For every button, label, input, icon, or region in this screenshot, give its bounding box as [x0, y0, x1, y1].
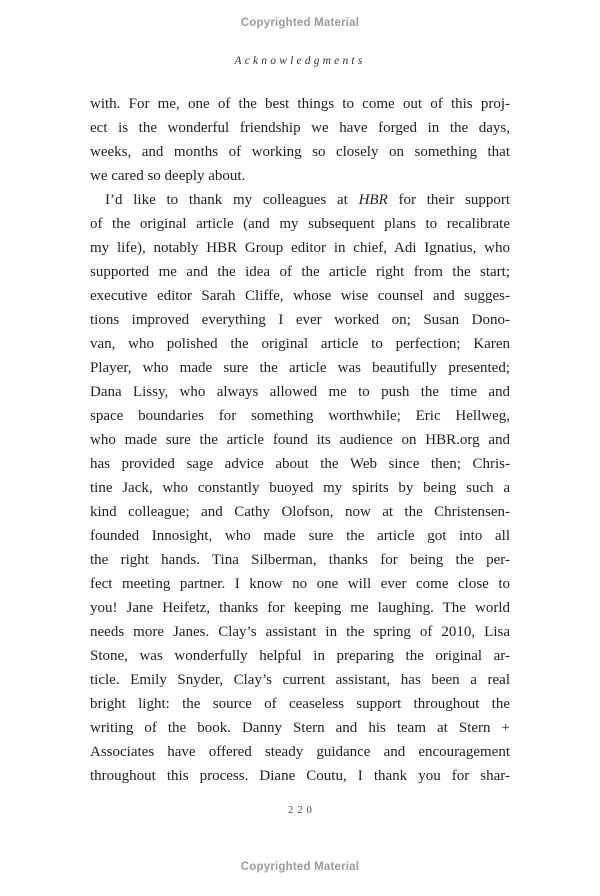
body-line [90, 92, 510, 116]
body-line-segment: fect meeting partner. I know no one will ever come close to [90, 576, 510, 592]
body-line-segment: the right hands. Tina Silberman, thanks for being the per- [90, 552, 510, 568]
body-line [90, 620, 510, 644]
body-line-segment: has provided sage advice about the Web since then; Chris- [90, 456, 510, 472]
body-line [90, 500, 510, 524]
body-line-segment: Player, who made sure the article was beautifully presented; [90, 360, 510, 376]
body-line-segment: my life), notably HBR Group editor in chief, Adi Ignatius, who [90, 240, 510, 256]
body-line-segment: writing of the book. Danny Stern and his team at Stern + [90, 720, 510, 736]
copyright-notice-top: Copyrighted Material [240, 17, 360, 29]
body-line-segment: weeks, and months of working so closely on something that [90, 144, 510, 160]
body-line-segment: we cared so deeply about. [90, 168, 246, 184]
chapter-header: Acknowledgments [234, 55, 366, 67]
body-line-segment: tine Jack, who constantly buoyed my spirits by being such a [90, 480, 510, 496]
body-line-segment: Dana Lissy, who always allowed me to push the time and [90, 384, 510, 400]
body-line-segment: van, who polished the original article to perfection; Karen [90, 336, 510, 352]
body-line-segment: needs more Janes. Clay’s assistant in the spring of 2010, Lisa [90, 624, 510, 640]
body-line-segment: of the original article (and my subsequent plans to recalibrate [90, 216, 510, 232]
body-line [90, 332, 510, 356]
body-line [90, 548, 510, 572]
body-line [90, 764, 510, 788]
body-line-segment: tions improved everything I ever worked on; Susan Dono- [90, 312, 510, 328]
body-line-italic-segment: HBR [358, 192, 388, 208]
body-line [90, 356, 510, 380]
body-line [90, 716, 510, 740]
body-line [90, 140, 510, 164]
body-line [90, 212, 510, 236]
body-line-segment: space boundaries for something worthwhile; Eric Hellweg, [90, 408, 510, 424]
body-line-segment: Associates have offered steady guidance and encouragement [90, 744, 510, 760]
body-line [90, 452, 510, 476]
body-line-segment: ect is the wonderful friendship we have forged in the days, [90, 120, 510, 136]
body-text [90, 92, 510, 788]
body-line-segment: ticle. Emily Snyder, Clay’s current assistant, has been a real [90, 672, 510, 688]
body-line-segment: for their support [387, 192, 510, 208]
body-line-segment: I’d like to thank my colleagues at [105, 192, 359, 208]
body-line [90, 524, 510, 548]
body-line-segment: with. For me, one of the best things to come out of this proj- [90, 96, 510, 112]
page-number: 220 [288, 805, 316, 816]
body-line [90, 572, 510, 596]
body-line [90, 596, 510, 620]
body-line-segment: founded Innosight, who made sure the article got into all [90, 528, 510, 544]
body-line [90, 380, 510, 404]
body-line-segment: throughout this process. Diane Coutu, I thank you for shar- [90, 768, 510, 784]
body-line-segment: Stone, was wonderfully helpful in preparing the original ar- [90, 648, 510, 664]
body-line [90, 164, 510, 188]
body-line [90, 740, 510, 764]
body-line [90, 260, 510, 284]
body-line [90, 644, 510, 668]
copyright-notice-bottom: Copyrighted Material [240, 861, 360, 873]
body-line-segment: you! Jane Heifetz, thanks for keeping me laughing. The world [90, 600, 510, 616]
body-line-segment: supported me and the idea of the article right from the start; [90, 264, 510, 280]
body-line [90, 284, 510, 308]
body-line [90, 308, 510, 332]
body-line [90, 116, 510, 140]
body-line [90, 188, 510, 212]
body-line [90, 236, 510, 260]
body-line-segment: bright light: the source of ceaseless support throughout the [90, 696, 510, 712]
body-line-segment: executive editor Sarah Cliffe, whose wise counsel and sugges- [90, 288, 510, 304]
body-line [90, 476, 510, 500]
body-line [90, 404, 510, 428]
body-line-segment: who made sure the article found its audience on HBR.org and [90, 432, 510, 448]
body-line [90, 668, 510, 692]
body-line [90, 692, 510, 716]
body-line [90, 428, 510, 452]
body-line-segment: kind colleague; and Cathy Olofson, now at the Christensen- [90, 504, 510, 520]
